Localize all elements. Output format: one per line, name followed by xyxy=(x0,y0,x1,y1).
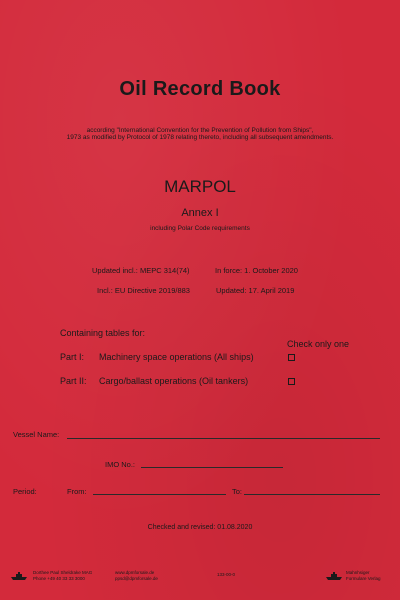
footer-imprint xyxy=(346,570,381,582)
to-label: To: xyxy=(232,487,243,496)
footer-publisher-name: Dorthee Paul Sheldrake MAG xyxy=(33,570,93,575)
check-only-one-label: Check only one xyxy=(287,339,350,349)
subtitle-line-2: 1973 as modified by Protocol of 1978 relating thereto, including all subsequent amendments. xyxy=(66,134,334,141)
annex-label: Annex I xyxy=(181,207,219,219)
part-2-label: Part II: xyxy=(60,376,87,386)
footer-website[interactable]: www.dpmforsale.de xyxy=(115,570,155,575)
updated-incl: Updated incl.: MEPC 314(74) xyxy=(92,266,190,275)
to-field[interactable] xyxy=(244,494,380,495)
checked-revised-note: Checked and revised: 01.08.2020 xyxy=(147,524,253,531)
updated-date: Updated: 17. April 2019 xyxy=(216,286,295,295)
part-2-checkbox[interactable] xyxy=(288,378,295,385)
vessel-name-label: Vessel Name: xyxy=(13,430,60,439)
footer-contact xyxy=(115,570,158,582)
ship-logo-icon xyxy=(10,572,28,580)
imo-no-label: IMO No.: xyxy=(105,460,136,469)
from-label: From: xyxy=(67,487,87,496)
in-force-date: In force: 1. October 2020 xyxy=(215,266,298,275)
footer-email[interactable]: ppsd@dpmforsale.de xyxy=(115,576,158,581)
book-title: Oil Record Book xyxy=(119,78,281,100)
imo-no-field[interactable] xyxy=(141,467,283,468)
incl-eu-directive: Incl.: EU Directive 2019/883 xyxy=(97,286,190,295)
vessel-name-field[interactable] xyxy=(67,438,380,439)
containing-tables-label: Containing tables for: xyxy=(60,328,146,338)
convention-name: MARPOL xyxy=(164,177,236,196)
part-1-checkbox[interactable] xyxy=(288,354,295,361)
period-label: Period: xyxy=(13,487,37,496)
part-2-text: Cargo/ballast operations (Oil tankers) xyxy=(99,376,249,386)
footer-publisher xyxy=(33,570,92,582)
from-field[interactable] xyxy=(93,494,226,495)
footer-imprint-line-2: Formulare Verlag xyxy=(346,576,381,581)
ship-logo-icon xyxy=(325,572,343,580)
subtitle-line-1: according "International Convention for the Prevention of Pollution from Ships", xyxy=(86,127,314,134)
polar-code-note: including Polar Code requirements xyxy=(150,225,250,232)
footer-code: 133-00-0 xyxy=(217,572,236,577)
footer-imprint-line-1: Mahnhsiger xyxy=(346,570,370,575)
footer-publisher-phone: Phone +49 40 33 33 3000 xyxy=(33,576,85,581)
part-1-text: Machinery space operations (All ships) xyxy=(99,352,254,362)
part-1-label: Part I: xyxy=(60,352,85,362)
